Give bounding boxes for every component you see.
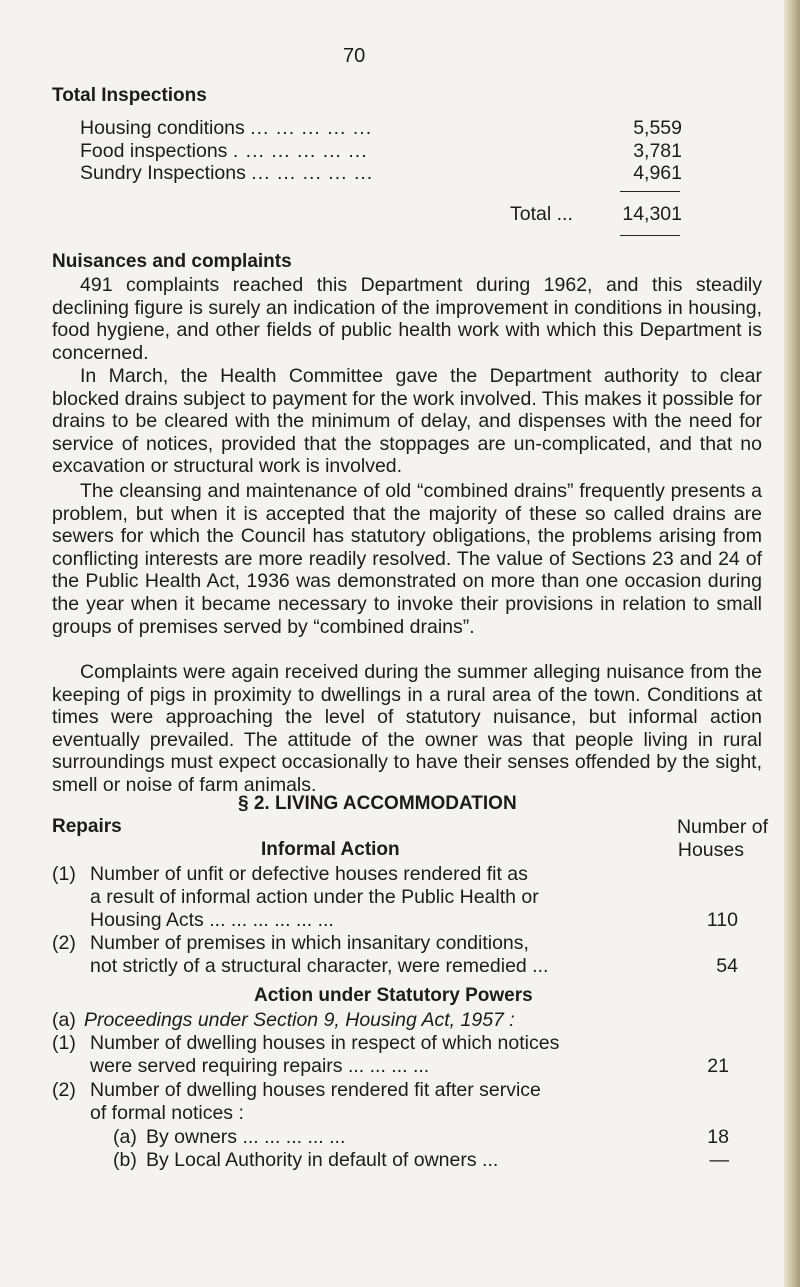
item-text: were served requiring repairs ... ... ... ... [90, 1055, 430, 1077]
total-inspections-heading: Total Inspections [52, 85, 207, 106]
proceedings-text: Proceedings under Section 9, Housing Act, 1957 : [84, 1009, 515, 1031]
item-value: 110 [706, 909, 738, 931]
dot-leader: ... ... ... ... ... [250, 117, 373, 139]
nuisance-paragraph: 491 complaints reached this Department during 1962, and this steadily declining figure is surely an indication of the improvement in conditions in housing, food hygiene, and other fields of public health work with which this Department is concerned. [52, 274, 762, 364]
inspection-row [80, 140, 368, 163]
item-value: 21 [707, 1055, 729, 1077]
item-number: (1) [52, 863, 76, 885]
inspection-value: 3,781 [633, 140, 682, 162]
sub-item-text: By Local Authority in default of owners ... [146, 1149, 499, 1171]
item-number: (2) [52, 932, 76, 954]
total-rule-top [620, 191, 680, 192]
inspection-row [80, 117, 372, 140]
item-value: 54 [716, 955, 738, 977]
item-text: Number of dwelling houses in respect of which notices [90, 1032, 560, 1054]
proceedings-letter: (a) [52, 1009, 76, 1031]
sub-item-text: By owners ... ... ... ... ... [146, 1126, 346, 1148]
item-text: Number of dwelling houses rendered fit after service [90, 1079, 541, 1101]
inspection-value: 4,961 [633, 162, 682, 184]
dot-leader: ... ... ... ... ... [251, 162, 374, 184]
inspection-row [80, 162, 373, 185]
sub-item-value: 18 [707, 1126, 729, 1148]
item-text: Number of premises in which insanitary conditions, [90, 932, 529, 954]
page-number: 70 [343, 45, 366, 67]
inspection-label: Sundry Inspections [80, 162, 246, 184]
total-value: 14,301 [622, 203, 682, 225]
dot-leader: . ... ... ... ... ... [232, 140, 368, 162]
total-rule-bottom [620, 235, 680, 236]
sub-item-letter: (b) [113, 1149, 137, 1171]
statutory-heading: Action under Statutory Powers [254, 985, 533, 1006]
item-number: (1) [52, 1032, 76, 1054]
item-text: Number of unfit or defective houses rendered fit as [90, 863, 528, 885]
nuisances-heading: Nuisances and complaints [52, 251, 292, 272]
sub-item-value: — [709, 1149, 729, 1171]
sub-item-letter: (a) [113, 1126, 137, 1148]
informal-action-heading: Informal Action [261, 839, 400, 860]
item-text: not strictly of a structural character, were remedied ... [90, 955, 549, 977]
nuisance-paragraph: The cleansing and maintenance of old “combined drains” frequently presents a problem, but when it is accepted that the majority of these so called drains are sewers for which the Council has statutory obligations, the problems arising from conflicting interests are more readily resolved. The value of Sections 23 and 24 of the Public Health Act, 1936 was demonstrated on more than one occasion during the year when it became necessary to invoke their provisions in relation to small groups of premises served by “combined drains”. [52, 480, 762, 638]
inspection-label: Food inspections [80, 140, 228, 162]
inspection-label: Housing conditions [80, 117, 245, 139]
section-heading: § 2. LIVING ACCOMMODATION [238, 793, 517, 814]
page-edge-shadow [784, 0, 800, 1287]
item-text: a result of informal action under the Public Health or [90, 886, 539, 908]
repairs-label: Repairs [52, 816, 122, 837]
column-header: Number of [676, 816, 768, 838]
item-text: Housing Acts ... ... ... ... ... ... [90, 909, 334, 931]
item-number: (2) [52, 1079, 76, 1101]
inspection-value: 5,559 [633, 117, 682, 139]
nuisance-paragraph: In March, the Health Committee gave the Department authority to clear blocked drains subject to payment for the work involved. This makes it possible for drains to be cleared with the minimum of delay, and dispenses with the need for service of notices, provided that the stoppages are un-complicated, and that no excavation or structural work is involved. [52, 365, 762, 478]
nuisance-paragraph: Complaints were again received during the summer alleging nuisance from the keeping of pigs in proximity to dwellings in a rural area of the town. Conditions at times were approaching the level of statutory nuisance, but informal action eventually prevailed. The attitude of the owner was that people living in rural surroundings must expect occasionally to have their senses offended by the sight, smell or noise of farm animals. [52, 661, 762, 796]
total-label: Total ... [510, 203, 573, 225]
item-text: of formal notices : [90, 1102, 244, 1124]
column-header: Houses [677, 839, 744, 861]
